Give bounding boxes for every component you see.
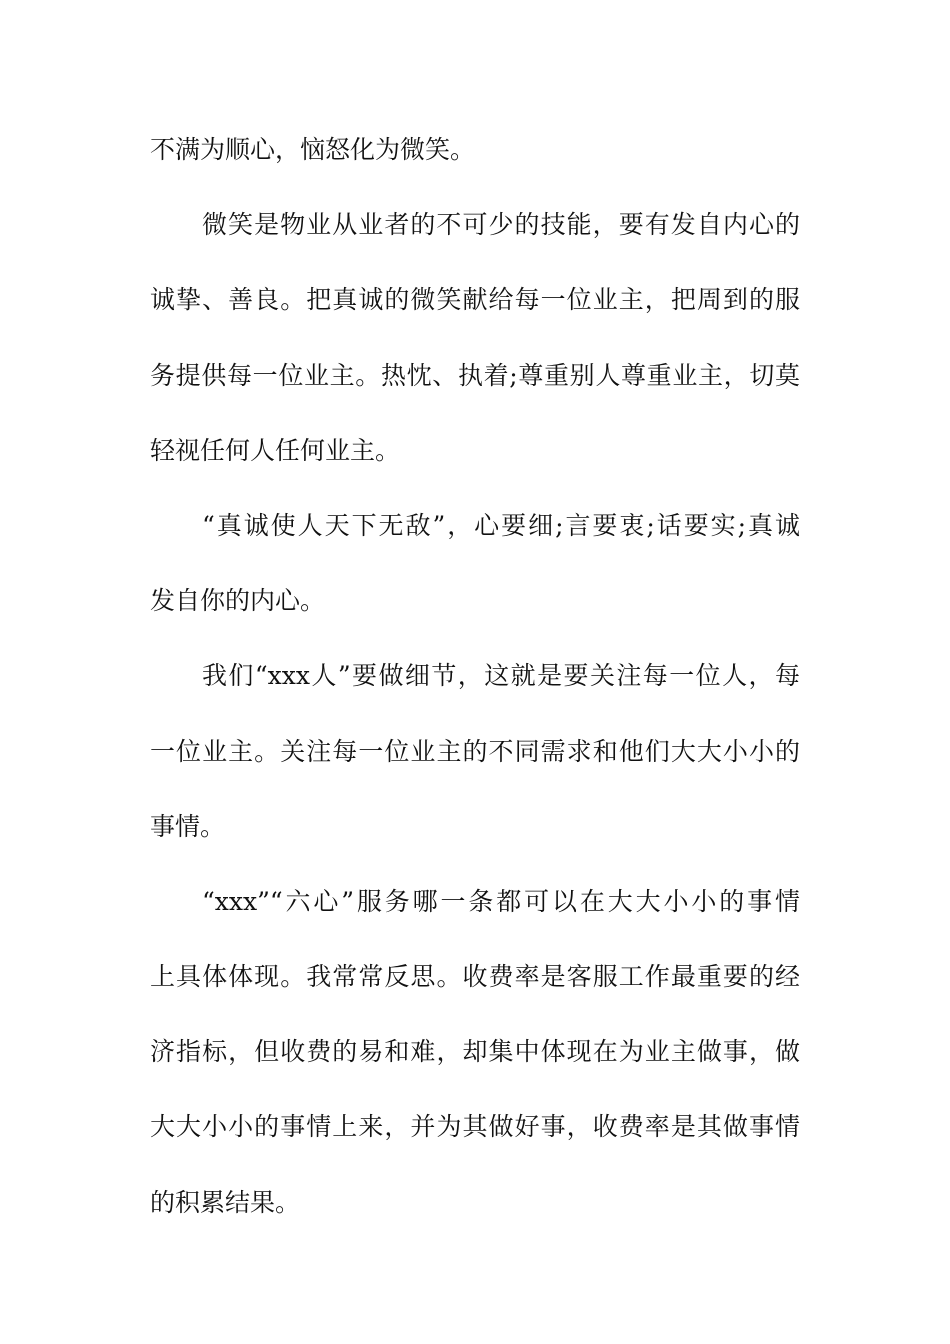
paragraph-line: 的积累结果。 [150,1187,301,1217]
paragraph-line: 一位业主。关注每一位业主的不同需求和他们大大小小的 [150,736,800,766]
paragraph-line: 大大小小的事情上来，并为其做好事，收费率是其做事情 [150,1112,800,1142]
paragraph-line: 诚挚、善良。把真诚的微笑献给每一位业主，把周到的服 [150,285,800,315]
paragraph-line: 事情。 [150,811,226,841]
document-body [150,126,800,1254]
paragraph-line: 发自你的内心。 [150,586,326,616]
paragraph-line: 微笑是物业从业者的不可少的技能，要有发自内心的 [202,210,800,240]
paragraph-line: 我们“xxx人”要做细节，这就是要关注每一位人，每 [202,661,800,691]
paragraph-line: 轻视任何人任何业主。 [150,435,401,465]
paragraph-line: 济指标，但收费的易和难，却集中体现在为业主做事，做 [150,1037,800,1067]
paragraph-line: 不满为顺心，恼怒化为微笑。 [150,135,476,164]
paragraph-line: 务提供每一位业主。热忱、执着;尊重别人尊重业主，切莫 [150,360,800,390]
paragraph-line: “真诚使人天下无敌”，心要细;言要衷;话要实;真诚 [202,510,800,540]
paragraph-line: “xxx”“六心”服务哪一条都可以在大大小小的事情 [202,886,800,916]
paragraph-line: 上具体体现。我常常反思。收费率是客服工作最重要的经 [150,962,800,992]
